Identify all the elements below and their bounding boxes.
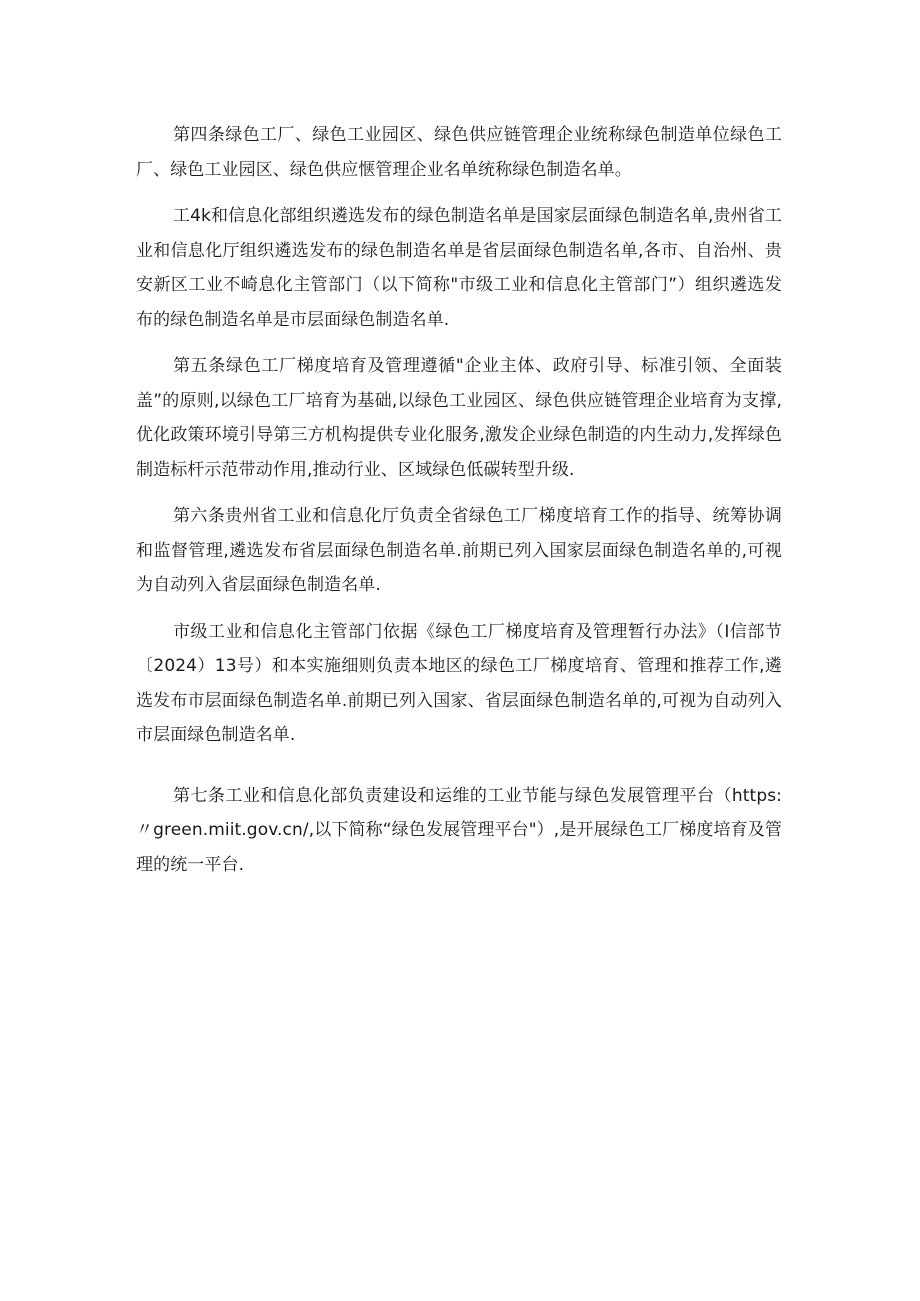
paragraph-article-4-definition: 第四条绿色工厂、绿色工业园区、绿色供应链管理企业统称绿色制造单位绿色工厂、绿色工业园区、绿色供应惬管理企业名单统称绿色制造名单。 — [136, 125, 782, 180]
paragraph-article-6-municipal: 市级工业和信息化主管部门依据《绿色工厂梯度培育及管理暂行办法》（I信部节〔2024）13号）和本实施细则负责本地区的绿色工厂梯度培育、管理和推荐工作,遴选发布市层面绿色制造名单.前期已列入国家、省层面绿色制造名单的,可视为自动列入市层面绿色制造名单. — [136, 621, 782, 745]
paragraph-article-5: 第五条绿色工厂梯度培育及管理遵循"企业主体、政府引导、标准引领、全面装盖”的原则,以绿色工厂培育为基础,以绿色工业园区、绿色供应链管理企业培育为支撑,优化政策环境引导第三方机构提供专业化服务,激发企业绿色制造的内生动力,发挥绿色制造标杆示范带动作用,推动行业、区域绿色低碳转型升级. — [136, 356, 782, 480]
paragraph-article-4-levels: 工4k和信息化部组织遴选发布的绿色制造名单是国家层面绿色制造名单,贵州省工业和信息化厅组织遴选发布的绿色制造名单是省层面绿色制造名单,各市、自治州、贵安新区工业不崎息化主管部门（以下简称"市级工业和信息化主管部门”）组织遴选发布的绿色制造名单是市层面绿色制造名单. — [136, 206, 782, 330]
paragraph-article-6: 第六条贵州省工业和信息化厅负责全省绿色工厂梯度培育工作的指导、统筹协调和监督管理,遴选发布省层面绿色制造名单.前期已列入国家层面绿色制造名单的,可视为自动列入省层面绿色制造名单. — [136, 506, 782, 595]
paragraph-article-7: 第七条工业和信息化部负责建设和运维的工业节能与绿色发展管理平台（https:〃green.miit.gov.cn/,以下简称“绿色发展管理平台"）,是开展绿色工厂梯度培育及管理的统一平台. — [136, 785, 782, 875]
document-body — [136, 118, 782, 882]
